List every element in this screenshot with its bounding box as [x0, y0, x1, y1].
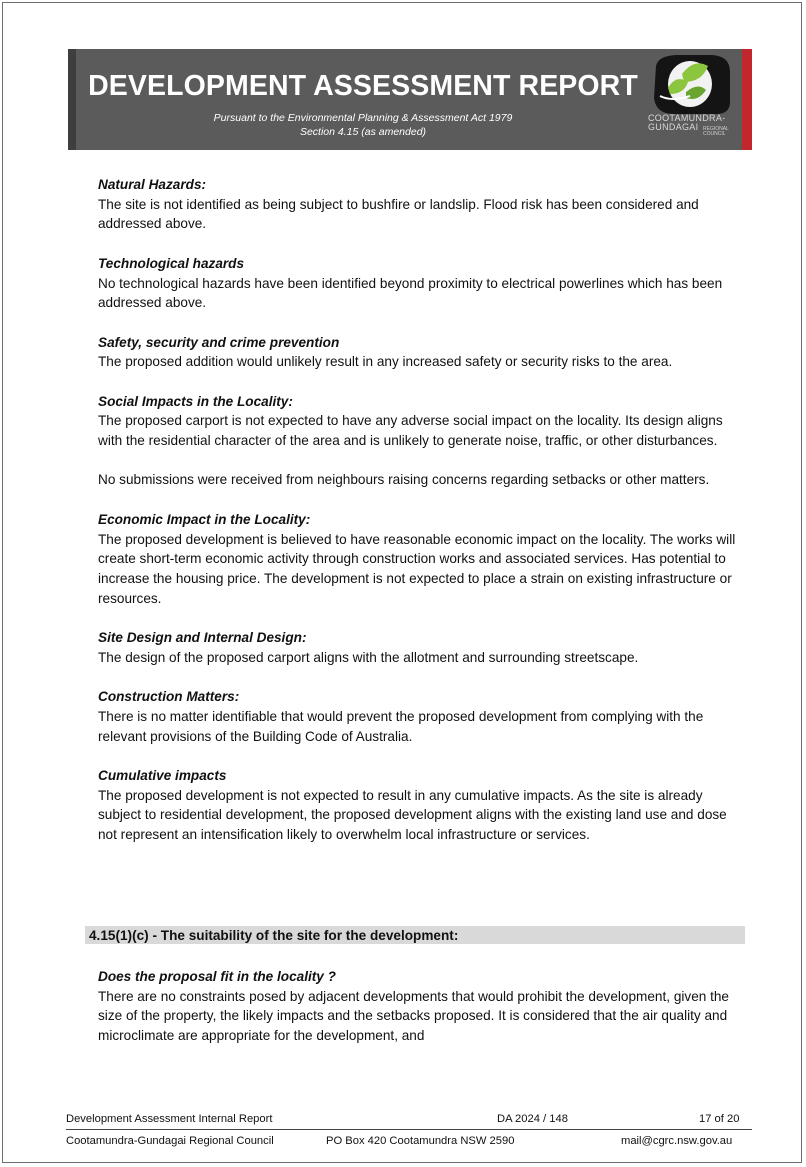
footer-divider — [66, 1129, 752, 1130]
footer-page-number: 17 of 20 — [699, 1113, 740, 1125]
section-heading: Safety, security and crime prevention — [98, 334, 340, 350]
footer-report-name: Development Assessment Internal Report — [66, 1113, 273, 1125]
logo-small-text: REGIONAL COUNCIL — [703, 126, 729, 137]
section-bar-title: 4.15(1)(c) - The suitability of the site for the development: — [89, 928, 459, 943]
section-paragraph: There are no constraints posed by adjacent developments that would prohibit the development, given the size of the property, the likely impacts and the setbacks proposed. It is considered that the air quality and microclimate are appropriate for the development, and — [98, 988, 729, 1044]
section-paragraph: The proposed carport is not expected to have any adverse social impact on the locality. Its design aligns with the residential character of the area and is unlikely to generate noise, traffic, or other disturbances. — [98, 413, 723, 449]
suitability-section — [98, 967, 738, 1066]
section-heading: Site Design and Internal Design: — [98, 630, 307, 646]
section-fit-in-locality — [98, 967, 738, 1046]
section-heading: Construction Matters: — [98, 689, 240, 705]
section-economic-impact — [98, 510, 738, 609]
section-safety-security — [98, 333, 738, 372]
section-natural-hazards — [98, 175, 738, 234]
section-paragraph: No submissions were received from neighbours raising concerns regarding setbacks or other matters. — [98, 472, 710, 488]
header-accent-stripe — [742, 49, 752, 150]
section-construction-matters — [98, 687, 738, 746]
report-subtitle-section: Section 4.15 (as amended) — [299, 126, 427, 138]
section-heading: Technological hazards — [98, 255, 245, 271]
section-paragraph: The proposed development is believed to have reasonable economic impact on the locality. The works will create short-term economic activity through construction works and associated services. Has potential to increase the housing price. The development is not expected to place a strain on existing infrastructure or resources. — [98, 531, 736, 606]
footer-address: PO Box 420 Cootamundra NSW 2590 — [326, 1135, 515, 1147]
section-paragraph: There is no matter identifiable that would prevent the proposed development from complying with the relevant provisions of the Building Code of Australia. — [98, 708, 704, 744]
section-paragraph: The proposed addition would unlikely result in any increased safety or security risks to the area. — [98, 354, 673, 370]
section-paragraph: The design of the proposed carport aligns with the allotment and surrounding streetscape. — [98, 649, 639, 665]
report-subtitle-act: Pursuant to the Environmental Planning & Assessment Act 1979 — [213, 112, 513, 124]
section-heading: Economic Impact in the Locality: — [98, 511, 311, 527]
section-technological-hazards — [98, 254, 738, 313]
header-left-edge — [68, 49, 76, 150]
section-heading: Natural Hazards: — [98, 177, 207, 192]
footer-council-name: Cootamundra-Gundagai Regional Council — [66, 1135, 274, 1147]
section-social-impacts — [98, 392, 738, 491]
footer-da-number: DA 2024 / 148 — [497, 1113, 568, 1125]
section-paragraph: The site is not identified as being subject to bushfire or landslip. Flood risk has been considered and addressed above. — [98, 196, 699, 232]
section-heading: Cumulative impacts — [98, 767, 227, 783]
section-paragraph: The proposed development is not expected to result in any cumulative impacts. As the site is already subject to residential development, the proposed development aligns with the existing land use and dose not represent an intensification likely to overwhelm local infrastructure or services. — [98, 787, 727, 843]
footer-email: mail@cgrc.nsw.gov.au — [621, 1135, 733, 1147]
report-title: DEVELOPMENT ASSESSMENT REPORT — [88, 70, 638, 102]
section-site-design — [98, 628, 738, 667]
section-heading: Social Impacts in the Locality: — [98, 393, 293, 409]
section-heading: Does the proposal fit in the locality ? — [98, 969, 336, 984]
logo-wordmark: COOTAMUNDRA- GUNDAGAI — [648, 113, 726, 132]
report-body — [98, 175, 738, 864]
section-paragraph: No technological hazards have been identified beyond proximity to electrical powerlines which has been addressed above. — [98, 275, 723, 311]
section-cumulative-impacts — [98, 766, 738, 845]
